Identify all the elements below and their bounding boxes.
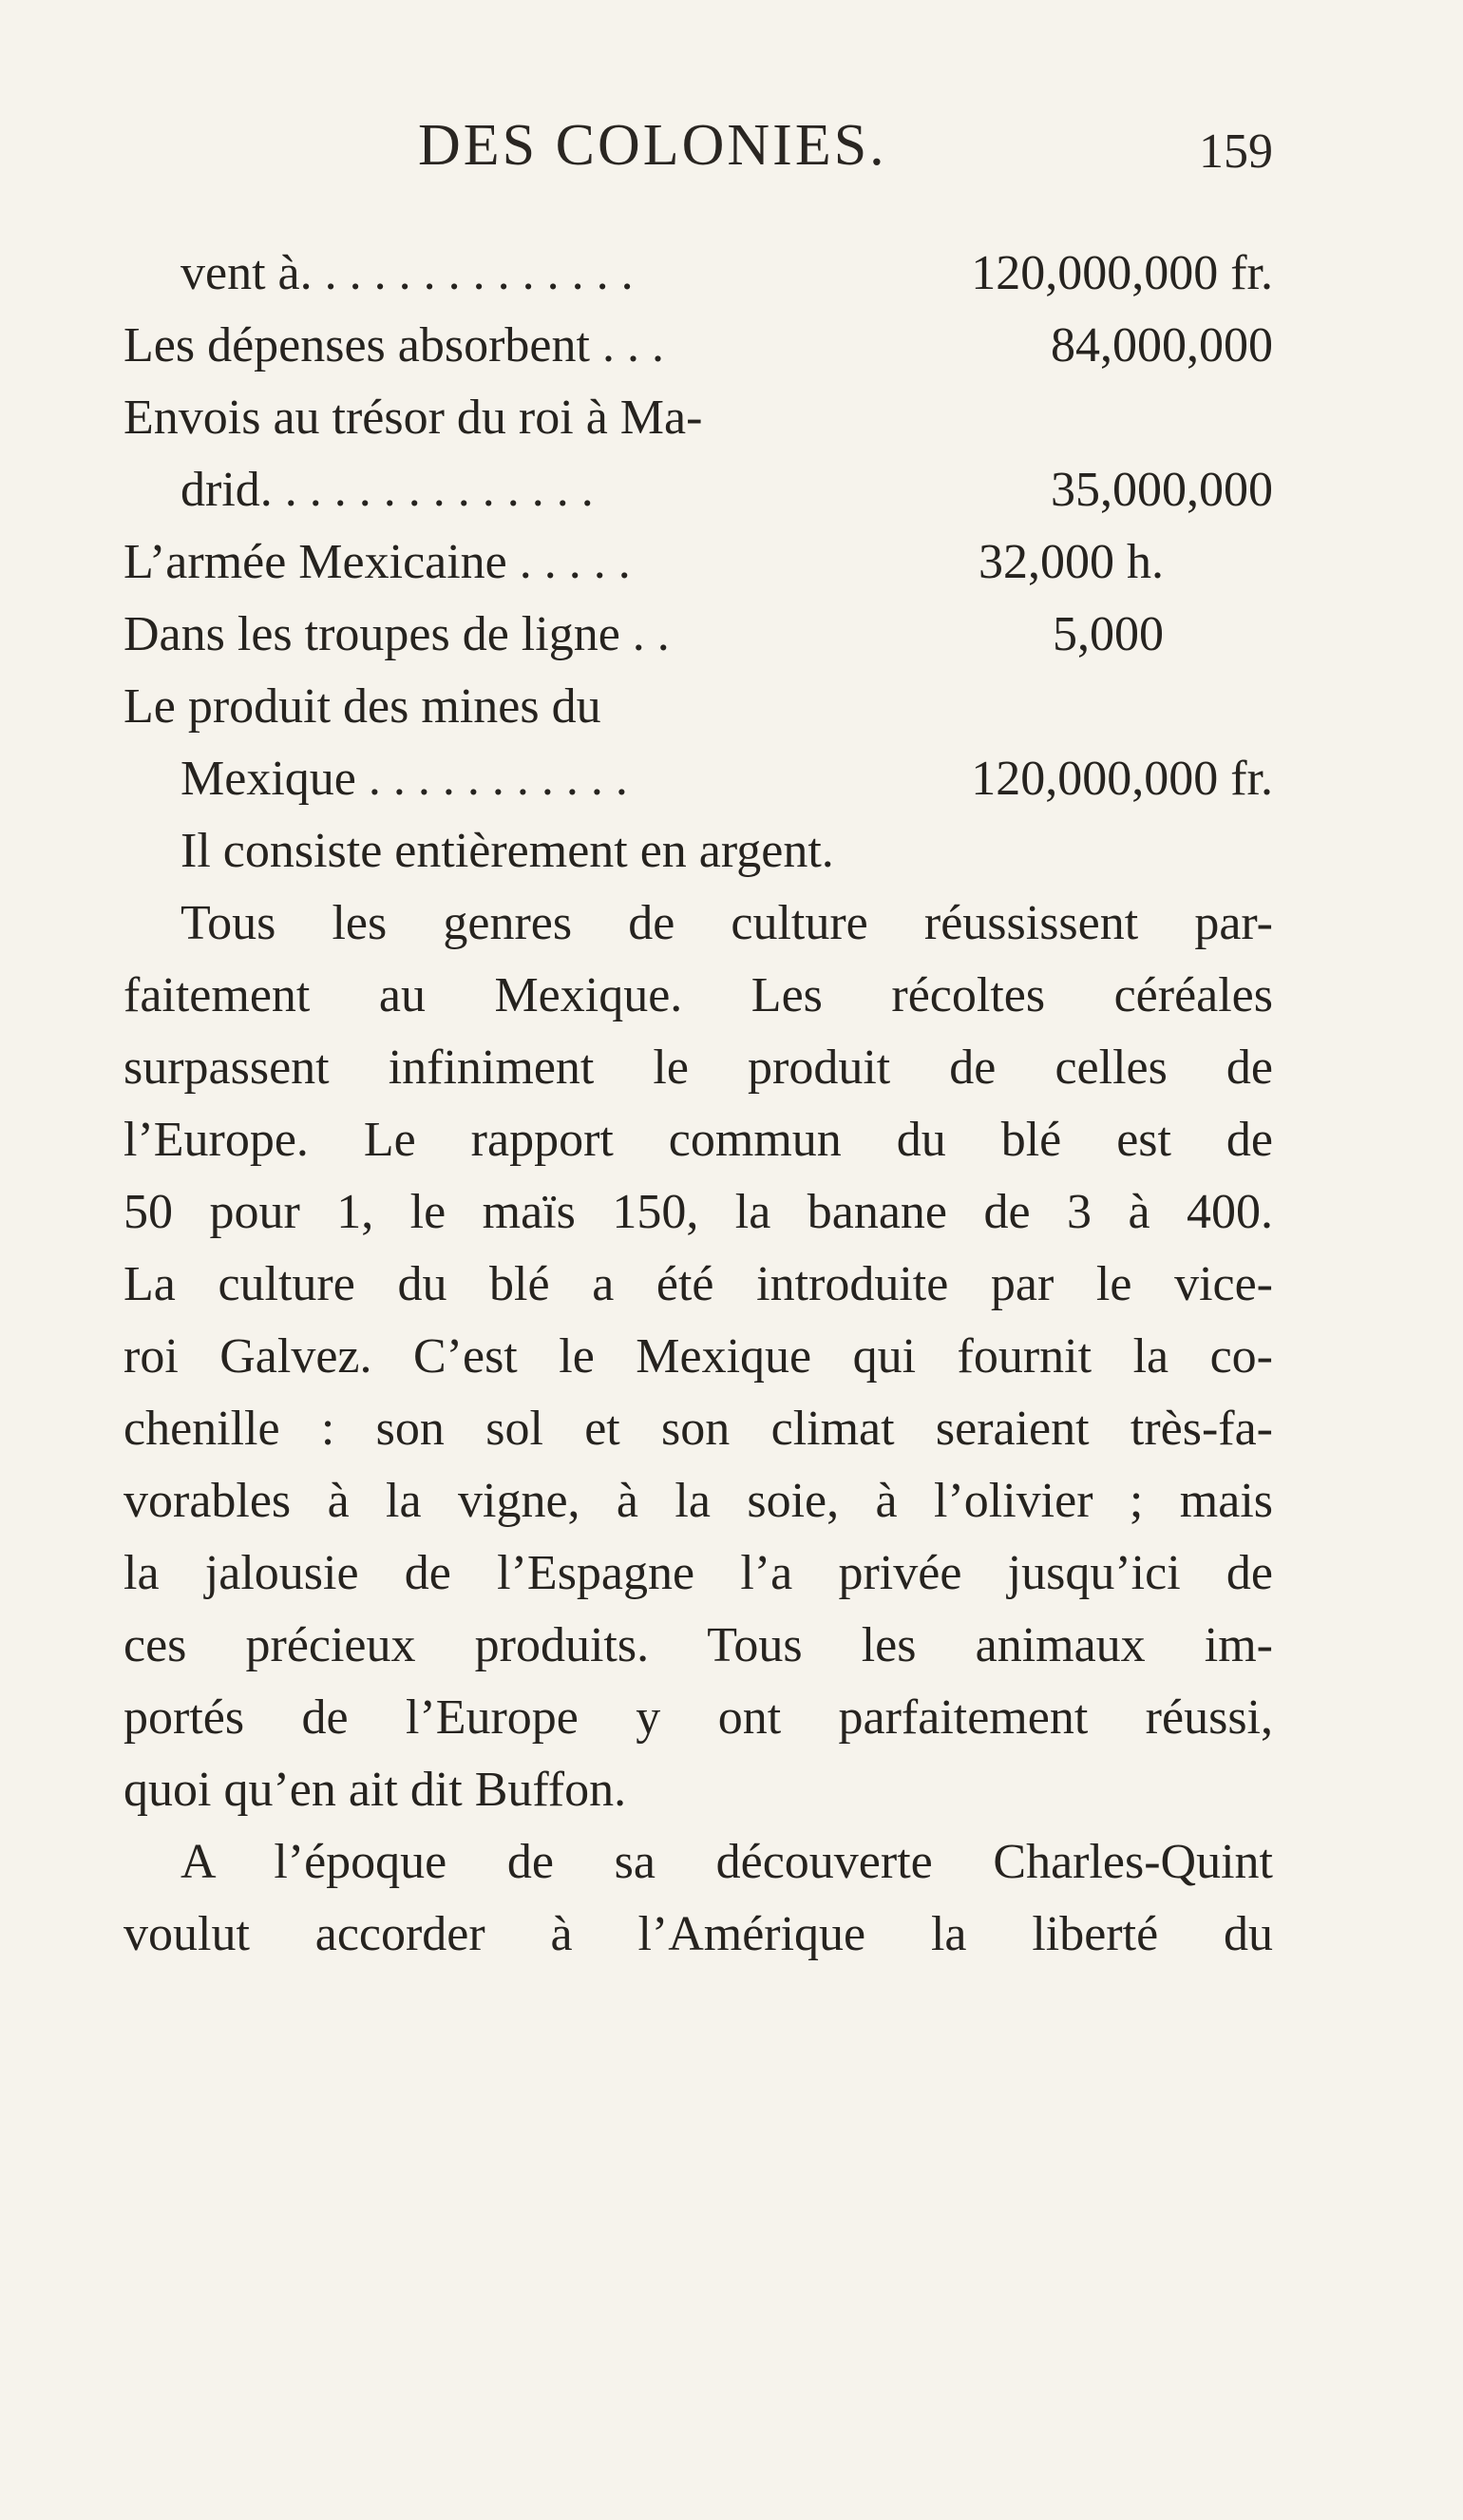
paragraph [124,1826,1273,1971]
figures-table [124,238,1273,815]
table-row [124,526,1273,599]
text-line: vorables à la vigne, à la soie, à l’olivier ; mais [124,1474,1273,1528]
text-line: A l’époque de sa découverte Charles-Quint [180,1835,1273,1889]
table-row [124,238,1273,310]
row-label: vent à. . . . . . . . . . . . . . [180,246,634,300]
table-row [124,599,1273,671]
text-line: chenille : son sol et son climat seraient très-fa- [124,1402,1273,1456]
running-title: DES COLONIES. [418,113,887,178]
text-line: la jalousie de l’Espagne l’a privée jusqu’ici de [124,1546,1273,1600]
row-value: 84,000,000 [1051,318,1273,372]
row-label: L’armée Mexicaine . . . . . [124,535,631,589]
table-row [124,382,1273,454]
table-row [124,310,1273,382]
text-line: voulut accorder à l’Amérique la liberté du [124,1907,1273,1961]
paragraphs [124,815,1273,1971]
text-line: La culture du blé a été introduite par le vice- [124,1257,1273,1311]
row-label: drid. . . . . . . . . . . . . . [180,463,594,517]
row-label: Envois au trésor du roi à Ma- [124,391,703,445]
row-value: 5,000 [1053,607,1164,661]
row-value: 120,000,000 fr. [971,752,1273,806]
table-row [124,454,1273,526]
paragraph [124,888,1273,1826]
paragraph [124,815,1273,888]
text-line: ces précieux produits. Tous les animaux im- [124,1618,1273,1672]
row-label: Dans les troupes de ligne . . [124,607,670,661]
text-line: Tous les genres de culture réussissent par- [180,896,1273,950]
text-line: roi Galvez. C’est le Mexique qui fournit la co- [124,1329,1273,1384]
row-value: 32,000 h. [978,535,1164,589]
text-line: l’Europe. Le rapport commun du blé est de [124,1113,1273,1167]
text-line: surpassent infiniment le produit de celles de [124,1040,1273,1095]
page-header [418,112,1273,188]
row-label: Mexique . . . . . . . . . . . [180,752,628,806]
page-number: 159 [1199,124,1273,179]
row-label: Le produit des mines du [124,679,601,734]
row-value: 120,000,000 fr. [971,246,1273,300]
table-row [124,671,1273,743]
text-line: 50 pour 1, le maïs 150, la banane de 3 à 400. [124,1185,1273,1239]
row-label: Les dépenses absorbent . . . [124,318,664,372]
row-value: 35,000,000 [1051,463,1273,517]
text-line: portés de l’Europe y ont parfaitement réussi, [124,1690,1273,1745]
table-row [124,743,1273,815]
text-line: faitement au Mexique. Les récoltes céréales [124,968,1273,1022]
body-text [124,238,1273,1971]
text-line: Il consiste entièrement en argent. [180,824,834,878]
text-line: quoi qu’en ait dit Buffon. [124,1763,627,1817]
